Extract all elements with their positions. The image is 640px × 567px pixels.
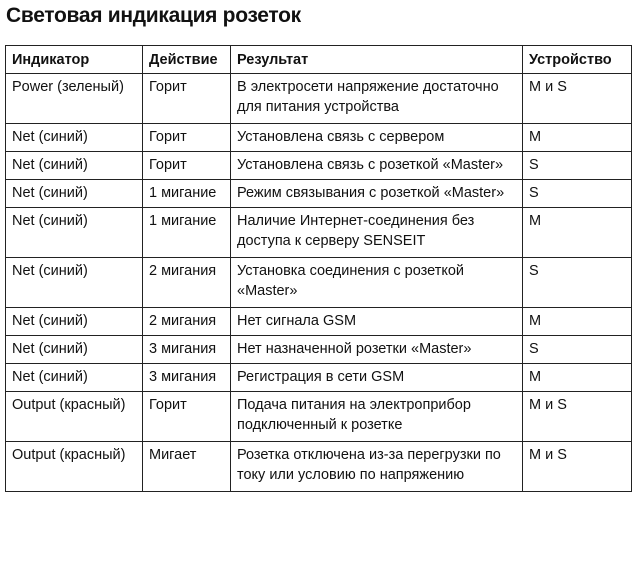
cell-action: 2 мигания	[143, 308, 231, 336]
cell-device: S	[523, 180, 632, 208]
column-header-indicator: Индикатор	[6, 46, 143, 74]
cell-result: Розетка отключена из-за перегрузки по току или условию по напряжению	[231, 442, 523, 492]
cell-indicator: Net (синий)	[6, 336, 143, 364]
cell-indicator: Net (синий)	[6, 258, 143, 308]
table-row	[6, 74, 632, 124]
cell-result: Наличие Интернет-соединения без доступа к серверу SENSEIT	[231, 208, 523, 258]
cell-action: Горит	[143, 74, 231, 124]
table-row	[6, 124, 632, 152]
cell-indicator: Output (красный)	[6, 442, 143, 492]
cell-action: 3 мигания	[143, 364, 231, 392]
table-header-row	[6, 46, 632, 74]
cell-result: Установлена связь с сервером	[231, 124, 523, 152]
cell-result: Установка соединения с розеткой «Master»	[231, 258, 523, 308]
cell-device: M	[523, 308, 632, 336]
cell-action: 2 мигания	[143, 258, 231, 308]
cell-device: S	[523, 258, 632, 308]
table-row	[6, 180, 632, 208]
cell-result: Подача питания на электроприбор подключенный к розетке	[231, 392, 523, 442]
cell-action: 1 мигание	[143, 208, 231, 258]
table-row	[6, 442, 632, 492]
cell-device: S	[523, 152, 632, 180]
cell-indicator: Net (синий)	[6, 180, 143, 208]
column-header-result: Результат	[231, 46, 523, 74]
table-row	[6, 364, 632, 392]
table-body	[6, 74, 632, 492]
table-row	[6, 308, 632, 336]
cell-indicator: Power (зеленый)	[6, 74, 143, 124]
cell-device: M	[523, 364, 632, 392]
cell-result: Регистрация в сети GSM	[231, 364, 523, 392]
cell-action: Горит	[143, 124, 231, 152]
page-title: Световая индикация розеток	[6, 4, 301, 27]
cell-indicator: Net (синий)	[6, 308, 143, 336]
cell-result: Режим связывания с розеткой «Master»	[231, 180, 523, 208]
table-row	[6, 258, 632, 308]
table-header	[6, 46, 632, 74]
cell-device: M и S	[523, 442, 632, 492]
cell-result: Нет назначенной розетки «Master»	[231, 336, 523, 364]
cell-indicator: Net (синий)	[6, 124, 143, 152]
cell-action: Горит	[143, 152, 231, 180]
column-header-device: Устройство	[523, 46, 632, 74]
table-row	[6, 336, 632, 364]
table-row	[6, 208, 632, 258]
cell-action: 1 мигание	[143, 180, 231, 208]
cell-indicator: Net (синий)	[6, 364, 143, 392]
table-row	[6, 392, 632, 442]
cell-action: Горит	[143, 392, 231, 442]
cell-indicator: Output (красный)	[6, 392, 143, 442]
cell-action: 3 мигания	[143, 336, 231, 364]
cell-action: Мигает	[143, 442, 231, 492]
cell-result: В электросети напряжение достаточно для питания устройства	[231, 74, 523, 124]
table-row	[6, 152, 632, 180]
cell-device: M	[523, 124, 632, 152]
cell-device: S	[523, 336, 632, 364]
cell-indicator: Net (синий)	[6, 152, 143, 180]
cell-result: Нет сигнала GSM	[231, 308, 523, 336]
column-header-action: Действие	[143, 46, 231, 74]
cell-device: M и S	[523, 74, 632, 124]
cell-device: M и S	[523, 392, 632, 442]
cell-indicator: Net (синий)	[6, 208, 143, 258]
indicator-table	[5, 45, 632, 492]
cell-device: M	[523, 208, 632, 258]
cell-result: Установлена связь с розеткой «Master»	[231, 152, 523, 180]
